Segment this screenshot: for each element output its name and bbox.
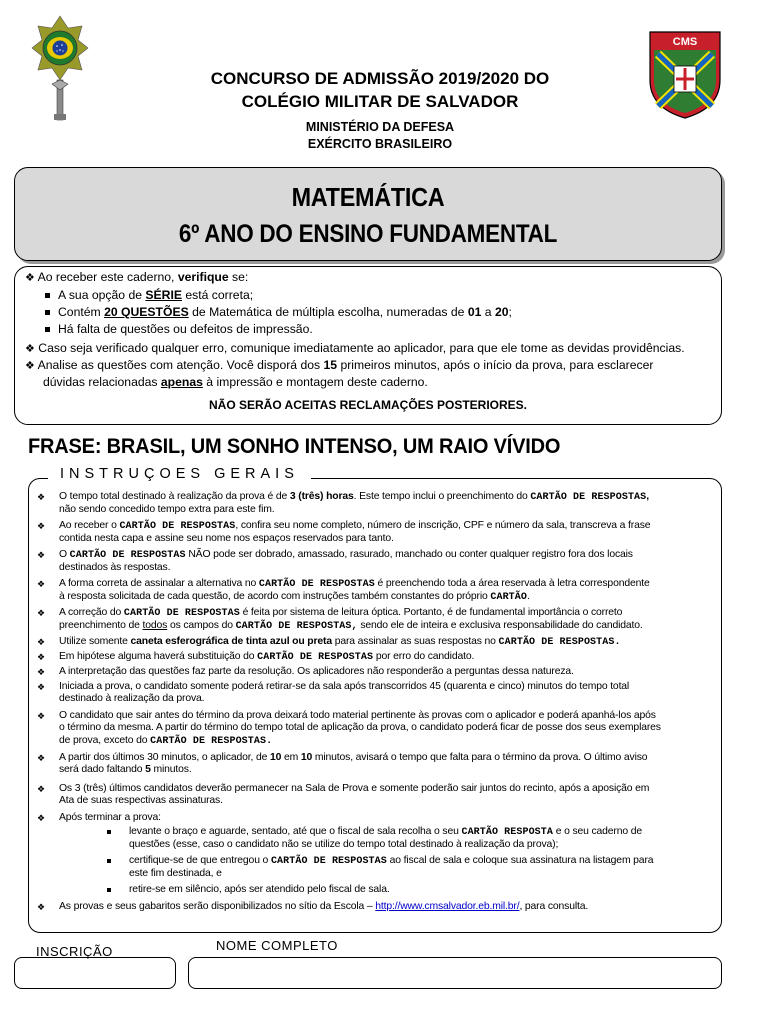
instruction-last-candidates: ❖ Os 3 (três) últimos candidatos deverão permanecer na Sala de Prova e somente poderão sair juntos do recinto, após a aposição em Ata de suas respectivas assinaturas.: [37, 783, 650, 807]
diamond-bullet-icon: ❖: [37, 813, 45, 823]
instruction-card-care: ❖ O CARTÃO DE RESPOSTAS NÃO pode ser dobrado, amassado, rasurado, manchado ou conter qualquer registro fora dos locais destinados às respostas.: [37, 549, 633, 574]
instruction-time-warnings: ❖ A partir dos últimos 30 minutos, o aplicador, de 10 em 10 minutos, avisará o tempo que falta para o término da prova. O último aviso será dado faltando 5 minutos.: [37, 752, 648, 776]
after-exam-step-leave: retire-se em silêncio, após ser atendido pelo fiscal de sala.: [37, 884, 707, 896]
inscricao-label: INSCRIÇÃO: [36, 944, 113, 959]
army-emblem-logo: [30, 14, 90, 122]
verify-item-defects: Há falta de questões ou defeitos de impressão.: [45, 321, 313, 338]
cms-logo-text: CMS: [672, 36, 698, 48]
diamond-bullet-icon: ❖: [37, 902, 45, 912]
instructions-heading: INSTRUÇOES GERAIS: [48, 466, 311, 482]
school-website-link[interactable]: http://www.cmsalvador.eb.mil.br/: [375, 901, 520, 912]
diamond-bullet-icon: ❖: [37, 682, 45, 692]
exam-title-line1: CONCURSO DE ADMISSÃO 2019/2020 DO: [210, 69, 550, 88]
instruction-time: ❖ O tempo total destinado à realização da prova é de 3 (três) horas. Este tempo inclui o preenchimento do CARTÃO DE RESPOSTAS, não sendo concedido tempo extra para este fim.: [37, 491, 649, 516]
instruction-mark-answer: ❖ A forma correta de assinalar a alternativa no CARTÃO DE RESPOSTAS é preenchendo toda a área reservada à letra correspondente à resposta solicitada de cada questão, de acordo com instruções também constantes do próprio CARTÃO.: [37, 578, 650, 604]
diamond-bullet-icon: ❖: [37, 667, 45, 677]
cms-shield-logo: [648, 30, 722, 120]
instructions-box: [28, 478, 722, 933]
instruction-min-time: ❖ Iniciada a prova, o candidato somente poderá retirar-se da sala após transcorridos 45 (quarenta e cinco) minutos do tempo total destinado à realização da prova.: [37, 681, 630, 705]
verification-box: [14, 266, 722, 425]
exam-title: [120, 67, 640, 113]
diamond-bullet-icon: ❖: [37, 492, 45, 502]
instruction-interpretation: ❖ A interpretação das questões faz parte da resolução. Os aplicadores não responderão a perguntas dessa natureza.: [37, 666, 574, 677]
square-bullet-icon: [45, 293, 50, 298]
grade-level: 6º ANO DO ENSINO FUNDAMENTAL: [178, 220, 558, 248]
instruction-optical-reading: ❖ A correção do CARTÃO DE RESPOSTAS é feita por sistema de leitura óptica. Portanto, é de fundamental importância o correto preenchimento de todos os campos do CARTÃO DE RESPOSTAS, sendo ele de inteira e exclusiva responsabilidade do candidato.: [37, 607, 643, 633]
diamond-bullet-icon: ❖: [37, 652, 45, 662]
verify-intro: ❖ Ao receber este caderno, verifique se:: [25, 270, 249, 284]
verify-error-note: ❖ Caso seja verificado qualquer erro, comunique imediatamente ao aplicador, para que ele tome as devidas providências.: [25, 341, 685, 355]
verify-item-serie: A sua opção de SÉRIE está correta;: [45, 287, 253, 304]
diamond-bullet-icon: ❖: [37, 784, 45, 794]
instruction-leave-early: ❖ O candidato que sair antes do término da prova deixará todo material pertinente às provas com o aplicador e poderá apanhá-los após o término da mesma. A partir do término do tempo total de aplicação da prova, o candidato poderá ficar de posse dos seus exemplares de prova, exceto do CARTÃO DE RESPOSTAS.: [37, 710, 661, 747]
diamond-bullet-icon: ❖: [25, 343, 35, 355]
diamond-bullet-icon: ❖: [37, 637, 45, 647]
diamond-bullet-icon: ❖: [25, 360, 35, 372]
no-complaints-notice: NÃO SERÃO ACEITAS RECLAMAÇÕES POSTERIORES.: [208, 398, 528, 412]
square-bullet-icon: [45, 310, 50, 315]
instruction-pen: ❖ Utilize somente caneta esferográfica de tinta azul ou preta para assinalar as suas respostas no CARTÃO DE RESPOSTAS.: [37, 636, 621, 648]
diamond-bullet-icon: ❖: [37, 753, 45, 763]
instruction-receive-card: ❖ Ao receber o CARTÃO DE RESPOSTAS, confira seu nome completo, número de inscrição, CPF e número da sala, transcreva a frase contida nesta capa e assine seu nome nos espaços reservados para tanto.: [37, 520, 651, 545]
diamond-bullet-icon: ❖: [37, 521, 45, 531]
ministry-subtitle: [120, 119, 640, 153]
square-bullet-icon: [107, 888, 111, 892]
verify-analysis-note: ❖ Analise as questões com atenção. Você disporá dos 15 primeiros minutos, após o início da prova, para esclarecer: [25, 358, 654, 372]
subject-box: [14, 167, 722, 261]
phrase-heading: FRASE: BRASIL, UM SONHO INTENSO, UM RAIO VÍVIDO: [28, 434, 561, 458]
instruction-after-exam: ❖ Após terminar a prova:: [37, 812, 161, 823]
after-exam-step-deliver-card: certifique-se de que entregou o CARTÃO DE RESPOSTAS ao fiscal de sala e coloque sua assinatura na listagem para este fim destinada, e: [37, 855, 707, 881]
ministry-line: MINISTÉRIO DA DEFESA: [305, 120, 455, 134]
verify-analysis-note-cont: dúvidas relacionadas apenas à impressão e montagem deste caderno.: [43, 375, 428, 389]
instruction-no-replacement: ❖ Em hipótese alguma haverá substituição do CARTÃO DE RESPOSTAS por erro do candidato.: [37, 651, 475, 663]
diamond-bullet-icon: ❖: [37, 608, 45, 618]
diamond-bullet-icon: ❖: [37, 711, 45, 721]
nome-completo-field[interactable]: [188, 957, 722, 989]
exam-title-line2: COLÉGIO MILITAR DE SALVADOR: [241, 92, 519, 111]
inscricao-field[interactable]: [14, 957, 176, 989]
diamond-bullet-icon: ❖: [37, 579, 45, 589]
nome-label: NOME COMPLETO: [216, 938, 338, 953]
diamond-bullet-icon: ❖: [25, 272, 35, 284]
instruction-website: ❖ As provas e seus gabaritos serão disponibilizados no sítio da Escola – http://www.cmsalvador.eb.mil.br/, para consulta.: [37, 901, 589, 912]
verify-item-questions: Contém 20 QUESTÕES de Matemática de múltipla escolha, numeradas de 01 a 20;: [45, 304, 512, 321]
diamond-bullet-icon: ❖: [37, 550, 45, 560]
square-bullet-icon: [45, 327, 50, 332]
after-exam-step-raise-hand: levante o braço e aguarde, sentado, até que o fiscal de sala recolha o seu CARTÃO RESPOSTA e o seu caderno de questões (esse, caso o candidato não se utilize do tempo total destinado à realização da prova);: [37, 826, 707, 852]
square-bullet-icon: [107, 859, 111, 863]
square-bullet-icon: [107, 830, 111, 834]
army-line: EXÉRCITO BRASILEIRO: [307, 137, 453, 151]
subject-name: MATEMÁTICA: [291, 182, 445, 212]
